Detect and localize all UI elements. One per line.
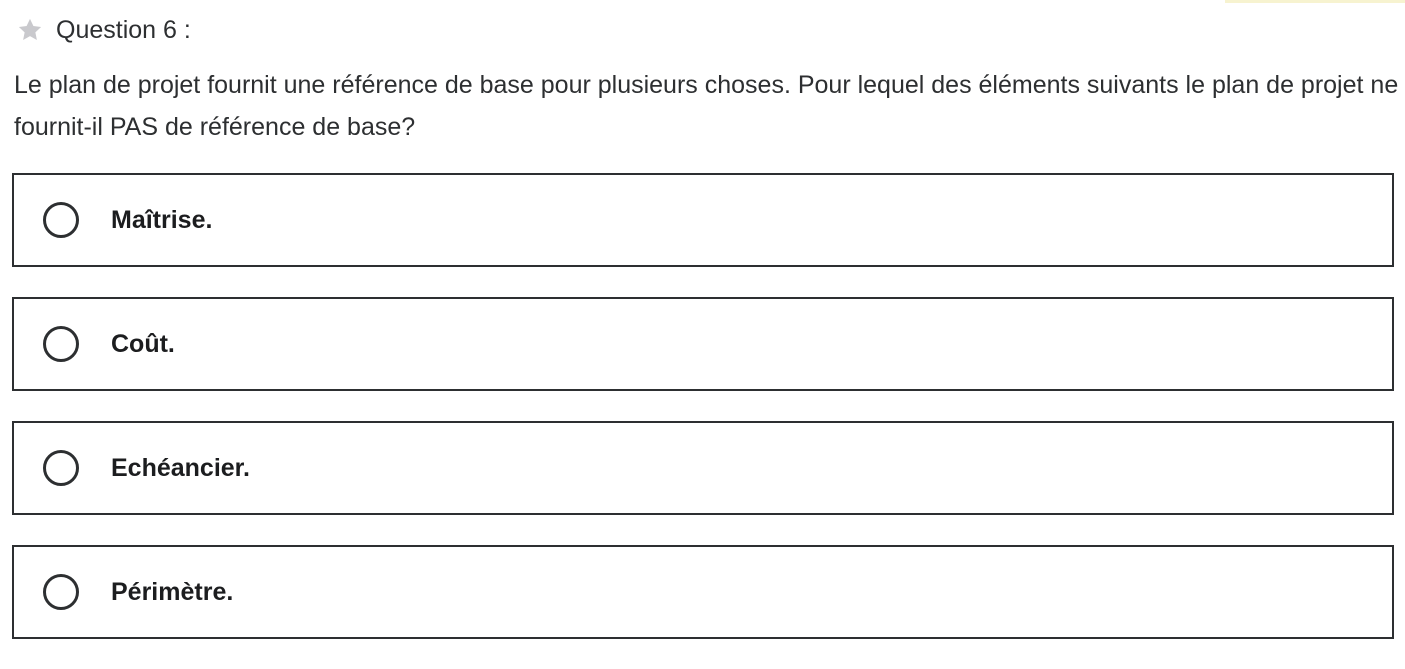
radio-unchecked-icon[interactable]	[43, 450, 79, 486]
answer-option-label: Coût.	[111, 329, 175, 358]
answer-options	[12, 173, 1394, 669]
question-prompt: Le plan de projet fournit une référence de base pour plusieurs choses. Pour lequel des éléments suivants le plan de projet ne fournit-il PAS de référence de base?	[14, 71, 1399, 141]
question-title: Question 6 :	[56, 15, 191, 44]
answer-option[interactable]	[12, 297, 1394, 391]
answer-option[interactable]	[12, 173, 1394, 267]
radio-unchecked-icon[interactable]	[43, 574, 79, 610]
question-header	[16, 14, 191, 46]
star-icon[interactable]	[16, 16, 44, 44]
answer-option[interactable]	[12, 545, 1394, 639]
answer-option[interactable]	[12, 421, 1394, 515]
answer-option-label: Maîtrise.	[111, 205, 213, 234]
top-accent-bar	[1225, 0, 1405, 3]
radio-unchecked-icon[interactable]	[43, 326, 79, 362]
answer-option-label: Echéancier.	[111, 453, 250, 482]
radio-unchecked-icon[interactable]	[43, 202, 79, 238]
answer-option-label: Périmètre.	[111, 577, 234, 606]
